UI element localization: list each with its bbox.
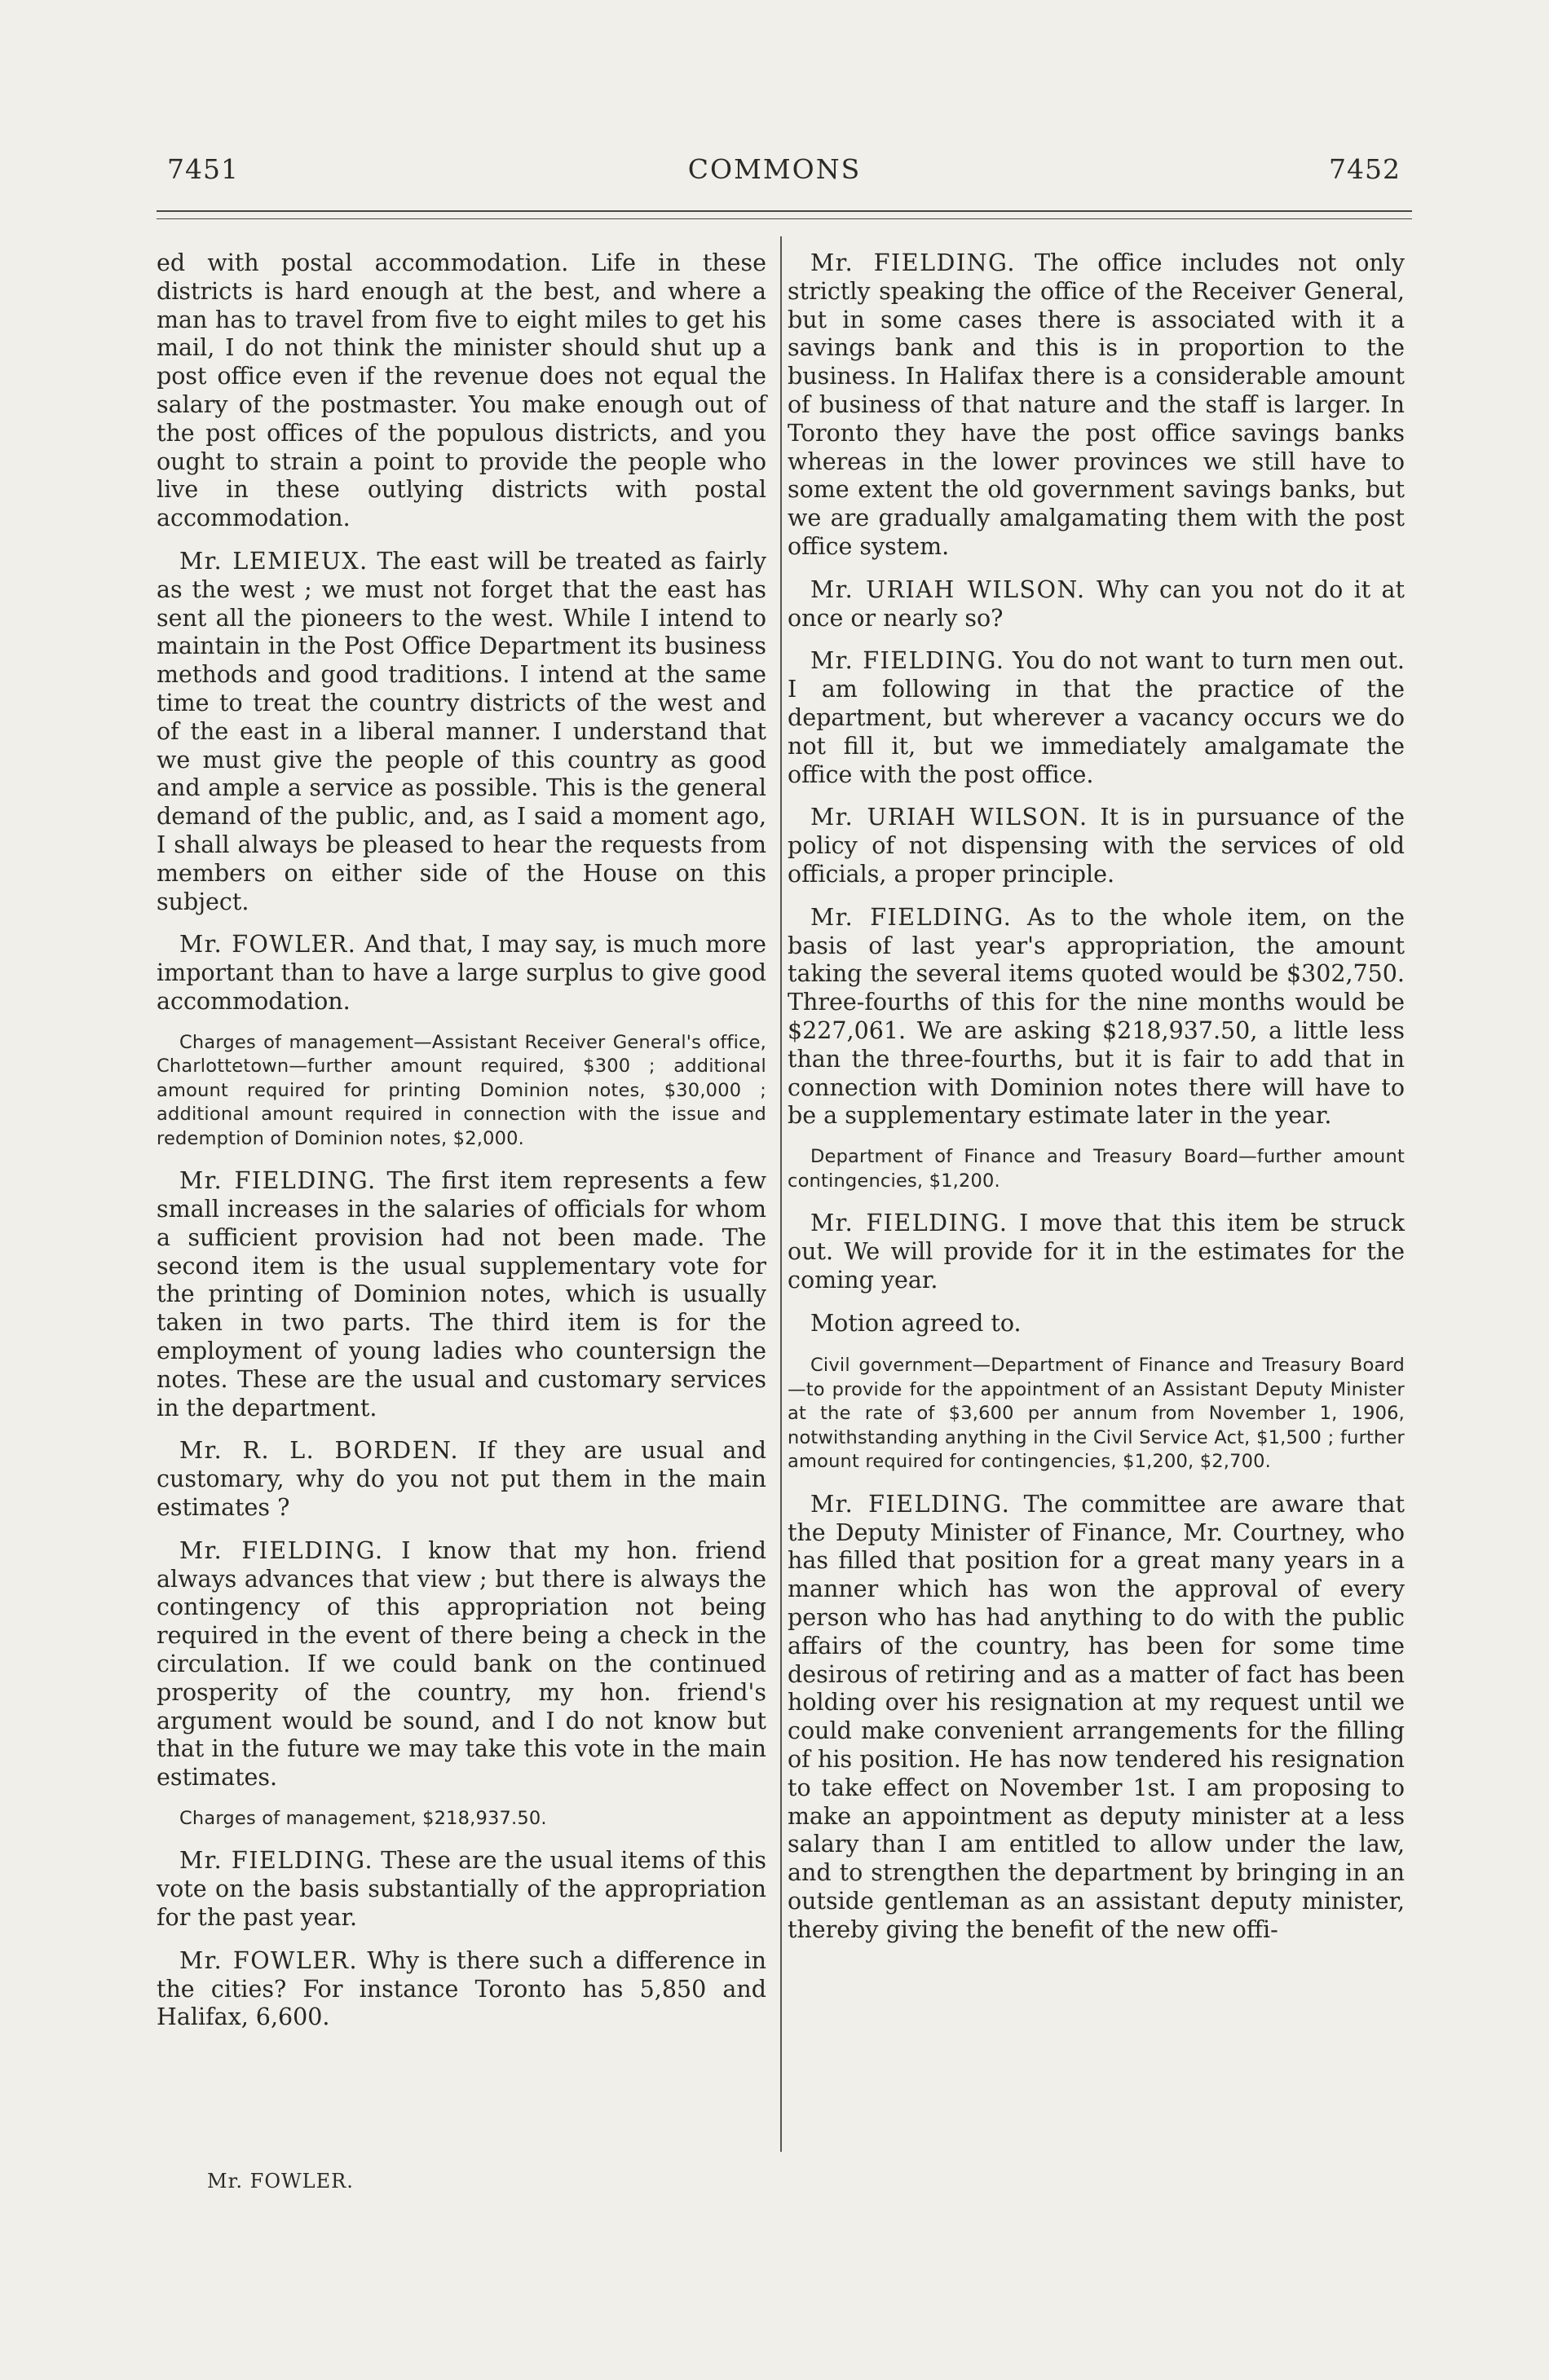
speaker-name: Mr. FIELDING. [810, 249, 1016, 276]
speaker-name: Mr. URIAH WILSON. [810, 804, 1088, 831]
right-column [788, 249, 1405, 1959]
speaker-name: Mr. FOWLER. [179, 1946, 359, 1974]
motion-result: Motion agreed to. [810, 1309, 1022, 1337]
estimate-item: Charges of management—Assistant Receiver General's office, Charlottetown—further amount required, $300 ; additional amount required for printing Dominion notes, $30,000 ; additional amount required in connection with the issue and redemption of Dominion notes, $2,000. [157, 1031, 766, 1149]
speech-paragraph [157, 1537, 766, 1792]
speech-paragraph [157, 1437, 766, 1522]
page-header [0, 153, 1549, 194]
speaker-name: Mr. FIELDING. [179, 1536, 384, 1564]
speech-text: Why is there such a difference in the cities? For instance Toronto has 5,850 and Halifax, 6,600. [157, 1946, 767, 2031]
speech-paragraph: ed with postal accommodation. Life in these districts is hard enough at the best, and where a man has to travel from five to eight miles to get his mail, I do not think the minister should shut up a post office even if the revenue does not equal the salary of the postmaster. You make enough out of the post offices of the populous districts, and you ought to strain a point to provide the people who live in these outlying districts with postal accommodation. [157, 249, 766, 532]
speech-paragraph [788, 576, 1405, 633]
speech-text: The committee are aware that the Deputy Minister of Finance, Mr. Courtney, who has filled that position for a great many years in a manner which has won the approval of every person who has had anything to do with the public affairs of the country, has been for some time desirous of retiring and as a matter of fact has been holding over his resignation at my request until we could make convenient arrangements for the filling of his position. He has now tendered his resignation to take effect on November 1st. I am proposing to make an appointment as deputy minister at a less salary than I am entitled to allow under the law, and to strengthen the department by bringing in an outside gentleman as an assistant deputy minister, thereby giving the benefit of the new offi- [788, 1490, 1405, 1943]
speech-paragraph [157, 931, 766, 1016]
speech-text: I know that my hon. friend always advances that view ; but there is always the contingency of this appropriation not being required in the event of there being a check in the circulation. If we could bank on the continued prosperity of the country, my hon. friend's argument would be sound, and I do not know but that in the future we may take this vote in the main estimates. [157, 1536, 766, 1792]
speech-paragraph [157, 1167, 766, 1422]
column-divider [780, 236, 782, 2152]
speaker-name: Mr. FOWLER. [179, 931, 357, 959]
speech-paragraph [788, 904, 1405, 1130]
speech-paragraph [788, 1491, 1405, 1945]
speech-paragraph [788, 804, 1405, 888]
speech-text: The east will be treated as fairly as the west ; we must not forget that the east has sent all the pioneers to the west. While I intend to maintain in the Post Office Department its business methods and good traditions. I intend at the same time to treat the country districts of the west and of the east in a liberal manner. I understand that we must give the people of this country as good and ample a service as possible. This is the general demand of the public, and, as I said a moment ago, I shall always be pleased to hear the requests from members on either side of the House on this subject. [157, 547, 767, 915]
speaker-name: Mr. FIELDING. [810, 647, 1005, 675]
speech-text: If they are usual and customary, why do you not put them in the main estimates ? [157, 1437, 766, 1521]
estimate-item: Civil government—Department of Finance and Treasury Board—to provide for the appointment of an Assistant Deputy Minister at the rate of $3,600 per annum from November 1, 1906, notwithstanding anything in the Civil Service Act, $1,500 ; further amount required for contingencies, $1,200, $2,700. [788, 1355, 1405, 1473]
estimate-item: Department of Finance and Treasury Board—further amount contingencies, $1,200. [788, 1146, 1405, 1192]
speech-text: It is in pursuance of the policy of not dispensing with the services of old officials, a proper principle. [788, 804, 1405, 888]
speech-paragraph [157, 1947, 766, 2032]
running-title: COMMONS [687, 153, 862, 185]
speech-text: As to the whole item, on the basis of last year's appropriation, the amount taking the several items quoted would be $302,750. Three-fourths of this for the nine months would be $227,061. We are asking $218,937.50, a little less than the three-fourths, but it is fair to add that in connection with Dominion notes there will have to be a supplementary estimate later in the year. [788, 903, 1405, 1130]
speech-paragraph [157, 1847, 766, 1932]
speaker-name: Mr. R. L. BORDEN. [179, 1437, 460, 1465]
speech-text: The office includes not only strictly speaking the office of the Receiver General, but in some cases there is associated with it a savings bank and this is in proportion to the business. In Halifax there is a considerable amount of business of that nature and the staff is larger. In Toronto they have the post office savings banks whereas in the lower provinces we still have to some extent the old government savings banks, but we are gradually amalgamating them with the post office system. [788, 249, 1405, 560]
speech-paragraph [788, 647, 1405, 789]
catchword-footer: Mr. FOWLER. [207, 2170, 354, 2193]
speech-paragraph [788, 1210, 1405, 1294]
speech-text: You do not want to turn men out. I am following in that the practice of the department, but wherever a vacancy occurs we do not fill it, but we immediately amalgamate the office with the post office. [788, 647, 1405, 788]
speaker-name: Mr. FIELDING. [810, 1210, 1008, 1237]
header-rule-top [157, 210, 1412, 212]
header-rule-bottom [157, 218, 1412, 219]
left-column [157, 249, 766, 2047]
page-number-left: 7451 [167, 153, 239, 185]
speaker-name: Mr. FIELDING. [179, 1847, 374, 1875]
speech-paragraph [157, 548, 766, 916]
speaker-name: Mr. URIAH WILSON. [810, 575, 1086, 603]
speech-text: These are the usual items of this vote on the basis substantially of the appropriation for the past year. [157, 1847, 766, 1932]
speech-text: I move that this item be struck out. We will provide for it in the estimates for the coming year. [788, 1210, 1405, 1294]
speech-text: And that, I may say, is much more important than to have a large surplus to give good accommodation. [157, 931, 767, 1015]
speaker-name: Mr. LEMIEUX. [179, 547, 368, 575]
speaker-name: Mr. FIELDING. [179, 1167, 377, 1195]
speaker-name: Mr. FIELDING. [810, 903, 1013, 931]
estimate-item: Charges of management, $218,937.50. [179, 1807, 547, 1829]
speech-text: Why can you not do it at once or nearly so? [788, 575, 1405, 632]
speech-text: The first item represents a few small increases in the salaries of officials for whom a sufficient provision had not been made. The second item is the usual supplementary vote for the printing of Dominion notes, which is usually taken in two parts. The third item is for the employment of young ladies who countersign the notes. These are the usual and customary services in the department. [157, 1167, 766, 1421]
speech-paragraph [788, 249, 1405, 562]
page-number-right: 7452 [1329, 153, 1401, 185]
speaker-name: Mr. FIELDING. [810, 1490, 1011, 1518]
